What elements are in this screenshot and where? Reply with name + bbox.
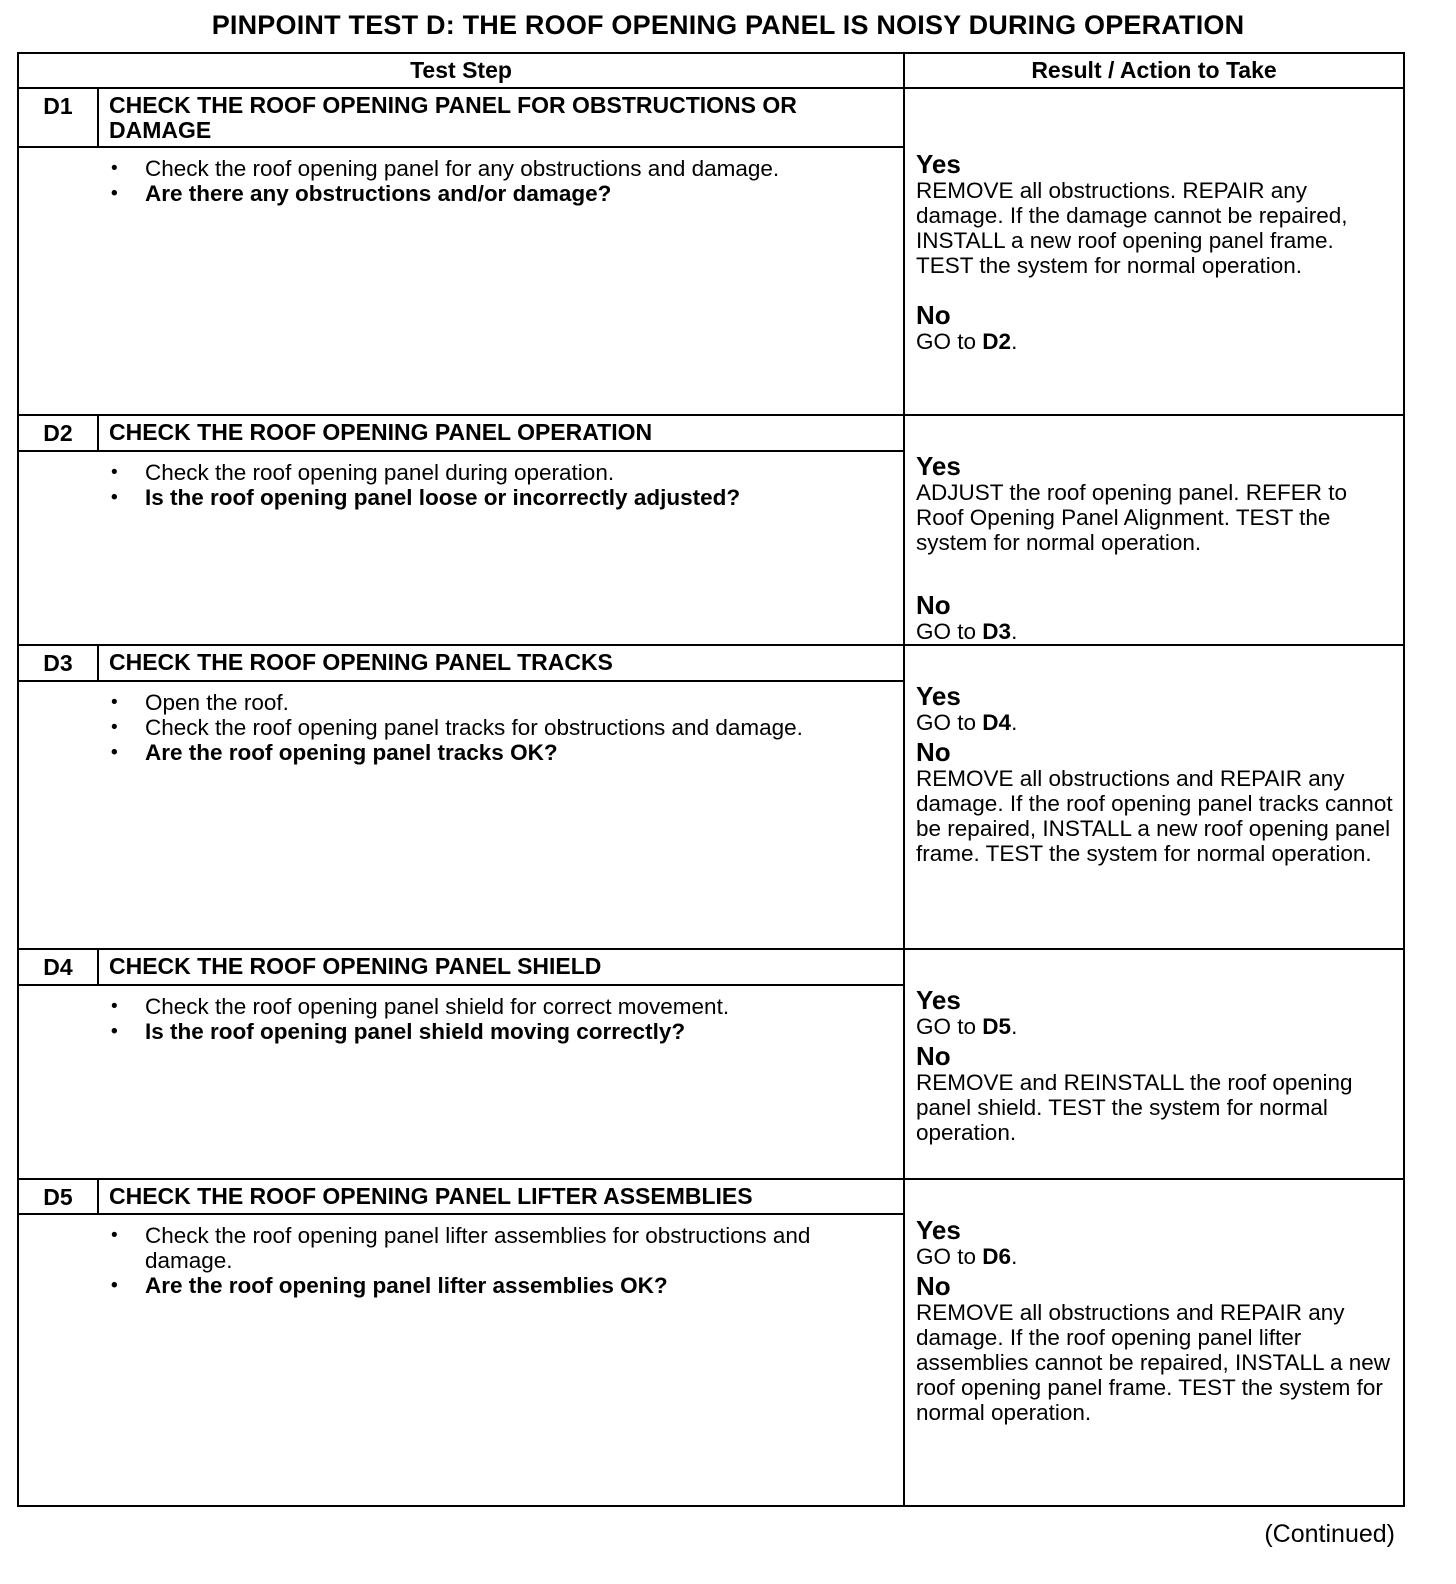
instruction-item: • Check the roof opening panel lifter assemblies for obstructions and damage. [108, 1223, 883, 1273]
yes-action: REMOVE all obstructions. REPAIR any damage. If the damage cannot be repaired, INSTALL a new roof opening panel frame. TEST the system for normal operation. [916, 178, 1348, 278]
page-title: PINPOINT TEST D: THE ROOF OPENING PANEL IS NOISY DURING OPERATION [211, 10, 1245, 40]
step-title-row [18, 415, 1404, 451]
step-result [904, 415, 1404, 645]
no-label: No [916, 737, 951, 767]
step-question: • Are the roof opening panel lifter assemblies OK? [108, 1273, 883, 1298]
test-step-header: Test Step [18, 53, 904, 88]
step-question: • Is the roof opening panel loose or incorrectly adjusted? [108, 485, 883, 510]
step-reference: D3 [982, 619, 1012, 644]
pinpoint-test-table [17, 52, 1405, 1507]
step-result [904, 88, 1404, 415]
step-reference: D4 [982, 710, 1012, 735]
instruction-item: • Check the roof opening panel tracks for obstructions and damage. [108, 715, 883, 740]
step-question: • Is the roof opening panel shield moving correctly? [108, 1019, 883, 1044]
instruction-item: • Open the roof. [108, 690, 883, 715]
no-label: No [916, 1041, 951, 1071]
step-id: D1 [18, 88, 98, 147]
yes-label: Yes [916, 985, 961, 1015]
result-action-header: Result / Action to Take [904, 53, 1404, 88]
step-title: CHECK THE ROOF OPENING PANEL FOR OBSTRUCTIONS OR DAMAGE [98, 88, 904, 147]
step-title: CHECK THE ROOF OPENING PANEL SHIELD [98, 949, 904, 985]
yes-label: Yes [916, 1215, 961, 1245]
step-instructions [98, 148, 903, 206]
yes-action: ADJUST the roof opening panel. REFER to Roof Opening Panel Alignment. TEST the system for normal operation. [916, 480, 1348, 555]
no-action: REMOVE all obstructions and REPAIR any damage. If the roof opening panel tracks cannot be repaired, INSTALL a new roof opening panel frame. TEST the system for normal operation. [916, 766, 1393, 866]
step-instructions [98, 986, 903, 1044]
step-reference: D6 [982, 1244, 1012, 1269]
step-instructions [98, 452, 903, 510]
step-question: • Are there any obstructions and/or damage? [108, 181, 883, 206]
continued-note: (Continued) [1264, 1520, 1395, 1548]
yes-label: Yes [916, 681, 961, 711]
step-id: D2 [18, 415, 98, 451]
no-label: No [916, 590, 951, 620]
table-header-row [18, 53, 1404, 88]
step-reference: D5 [982, 1014, 1012, 1039]
step-instructions [98, 682, 903, 765]
yes-label: Yes [916, 149, 961, 179]
no-label: No [916, 300, 951, 330]
instruction-item: • Check the roof opening panel during operation. [108, 460, 883, 485]
step-reference: D2 [982, 329, 1012, 354]
no-action: GO to D2. [916, 329, 1018, 354]
yes-action: GO to D6. [916, 1244, 1018, 1269]
step-id: D5 [18, 1179, 98, 1214]
step-title: CHECK THE ROOF OPENING PANEL TRACKS [98, 645, 904, 681]
step-title-row [18, 1179, 1404, 1214]
no-action: REMOVE and REINSTALL the roof opening panel shield. TEST the system for normal operation. [916, 1070, 1353, 1145]
step-title-row [18, 949, 1404, 985]
step-result [904, 949, 1404, 1179]
step-instructions [98, 1215, 903, 1298]
step-result [904, 1179, 1404, 1506]
step-result [904, 645, 1404, 949]
yes-label: Yes [916, 451, 961, 481]
no-action: REMOVE all obstructions and REPAIR any damage. If the roof opening panel lifter assemblies cannot be repaired, INSTALL a new roof opening panel frame. TEST the system for normal operation. [916, 1300, 1391, 1425]
yes-action: GO to D4. [916, 710, 1018, 735]
step-id: D3 [18, 645, 98, 681]
instruction-item: • Check the roof opening panel shield for correct movement. [108, 994, 883, 1019]
instruction-item: • Check the roof opening panel for any obstructions and damage. [108, 156, 883, 181]
no-action: GO to D3. [916, 619, 1018, 644]
step-title: CHECK THE ROOF OPENING PANEL OPERATION [98, 415, 904, 451]
step-title-row [18, 645, 1404, 681]
step-question: • Are the roof opening panel tracks OK? [108, 740, 883, 765]
no-label: No [916, 1271, 951, 1301]
step-id: D4 [18, 949, 98, 985]
yes-action: GO to D5. [916, 1014, 1018, 1039]
step-title-row [18, 88, 1404, 147]
step-title: CHECK THE ROOF OPENING PANEL LIFTER ASSEMBLIES [98, 1179, 904, 1214]
